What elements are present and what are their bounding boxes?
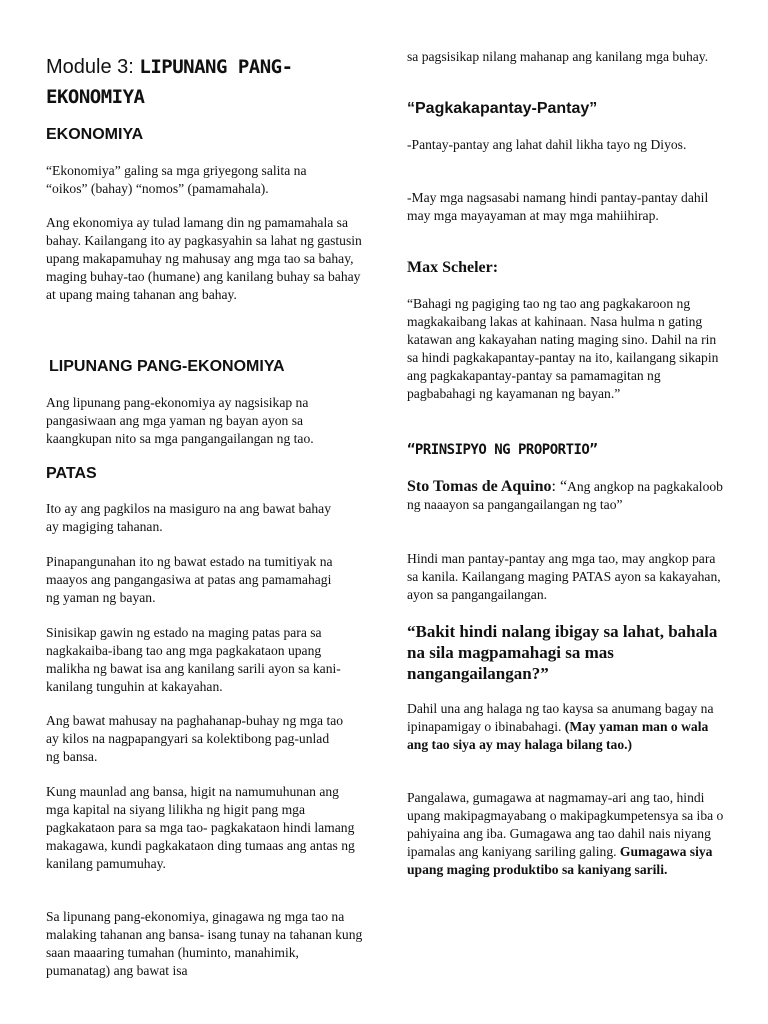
module-title-prefix: Module 3: bbox=[46, 56, 140, 78]
paragraph-halaga-ng-tao bbox=[407, 700, 725, 754]
aquino-colon: : “ bbox=[551, 478, 568, 495]
paragraph-ekonomiya-def: “Ekonomiya” galing sa mga griyegong salita na “oikos” (bahay) “nomos” (pamamahala). bbox=[46, 163, 307, 196]
heading-max-scheler: Max Scheler: bbox=[407, 259, 499, 276]
paragraph-hindi-pantay: -May mga nagsasabi namang hindi pantay-pantay dahil may mga mayayaman at may mga mahiihirap. bbox=[407, 190, 709, 223]
paragraph-angkop: Hindi man pantay-pantay ang mga tao, may angkop para sa kanila. Kailangang maging PATAS ayon sa kakayahan, ayon sa pangangailangan. bbox=[407, 551, 721, 602]
module-title-line1: LIPUNANG PANG- bbox=[139, 56, 293, 78]
module-title-line2: EKONOMIYA bbox=[46, 86, 145, 108]
paragraph-lipunang-def: Ang lipunang pang-ekonomiya ay nagsisikap na pangasiwaan ang mga yaman ng bayan ayon sa kaangkupan nito sa mga pangangailangan ng tao. bbox=[46, 395, 314, 446]
paragraph-continuation: sa pagsisikap nilang mahanap ang kanilang mga buhay. bbox=[407, 49, 709, 64]
heading-pagkakapantay-pantay: “Pagkakapantay-Pantay” bbox=[407, 100, 598, 117]
aquino-name: Sto Tomas de Aquino bbox=[407, 478, 552, 495]
halaga-normal-text: Dahil una ang halaga ng tao kaysa sa anumang bagay na ipinapamigay o ibinabahagi. bbox=[407, 701, 714, 734]
paragraph-sinisikap: Sinisikap gawin ng estado na maging patas para sa nagkakaiba-ibang tao ang mga pagkakataon upang malikha ng bawat isa ang kanilang sarili ayon sa kani-kanilang tunguhin at kakayahan. bbox=[46, 625, 341, 694]
paragraph-pangalawa bbox=[407, 789, 725, 879]
heading-prinsipyo-ng-proportio: “PRINSIPYO NG PROPORTIO” bbox=[407, 442, 598, 458]
paragraph-aquino-quote bbox=[407, 478, 725, 514]
paragraph-scheler-quote: “Bahagi ng pagiging tao ng tao ang pagkakaroon ng magkakaibang lakas at kahinaan. Nasa hulma n gating katawan ang kakayahan nating maging sino. Dahil na rin sa hindi pagkakapantay-pantay na ito, kailangang sikapin ang pagkakapantay-pantay sa pamamagitan ng pagbabahagi ng kayamanan ng bayan.” bbox=[407, 296, 719, 401]
bakit-question-heading: “Bakit hindi nalang ibigay sa lahat, bahala na sila magpamahagi sa mas nangangailangan?” bbox=[407, 622, 718, 683]
pangalawa-bold-text: Gumagawa siya upang maging produktibo sa kaniyang sarili. bbox=[407, 844, 713, 877]
paragraph-malaking-tahanan: Sa lipunang pang-ekonomiya, ginagawa ng mga tao na malaking tahanan ang bansa- isang tunay na tahanan kung saan maaaring tumahan (huminto, manahimik, pumanatag) ang bawat isa bbox=[46, 909, 363, 978]
module-title bbox=[46, 52, 376, 112]
paragraph-ekonomiya-bahay: Ang ekonomiya ay tulad lamang din ng pamamahala sa bahay. Kailangang ito ay pagkasyahin sa lahat ng gastusin upang makapamuhay ng mahusay ang mga tao sa bahay, maging buhay-tao (humane) ang kanilang buhay sa bahay at upang maing tahanan ang bahay. bbox=[46, 215, 362, 302]
heading-patas: PATAS bbox=[46, 465, 97, 482]
paragraph-patas-def: Ito ay ang pagkilos na masiguro na ang bawat bahay ay magiging tahanan. bbox=[46, 501, 332, 534]
halaga-bold-text: (May yaman man o wala ang tao siya ay may halaga bilang tao.) bbox=[407, 719, 709, 752]
paragraph-pantay-lahat: -Pantay-pantay ang lahat dahil likha tayo ng Diyos. bbox=[407, 137, 687, 152]
paragraph-maunlad: Kung maunlad ang bansa, higit na namumuhunan ang mga kapital na siyang lilikha ng higit pang mga pagkakataon para sa mga tao- pagkakataon hindi lamang makagawa, kundi pagkakataon ding tumaas ang antas ng kanilang pamumuhay. bbox=[46, 784, 355, 871]
paragraph-estado: Pinapangunahan ito ng bawat estado na tumitiyak na maayos ang pangangasiwa at patas ang pamamahagi ng yaman ng bayan. bbox=[46, 554, 333, 605]
paragraph-paghahanap-buhay: Ang bawat mahusay na paghahanap-buhay ng mga tao ay kilos na nagpapangyari sa kolektibong pag-unlad ng bansa. bbox=[46, 713, 344, 764]
heading-ekonomiya: EKONOMIYA bbox=[46, 126, 144, 143]
pangalawa-normal-text: Pangalawa, gumagawa at nagmamay-ari ang tao, hindi upang makipagmayabang o makipagkumpetensya sa iba o pahiyaina ang iba. Gumagawa ang tao dahil nais niyang ipamalas ang kaniyang sariling galing. bbox=[407, 790, 724, 859]
aquino-quote-text: Ang angkop na pagkakaloob ng naaayon sa pangangailangan ng tao” bbox=[407, 479, 723, 512]
heading-lipunang-pang-ekonomiya: LIPUNANG PANG-EKONOMIYA bbox=[49, 358, 285, 375]
